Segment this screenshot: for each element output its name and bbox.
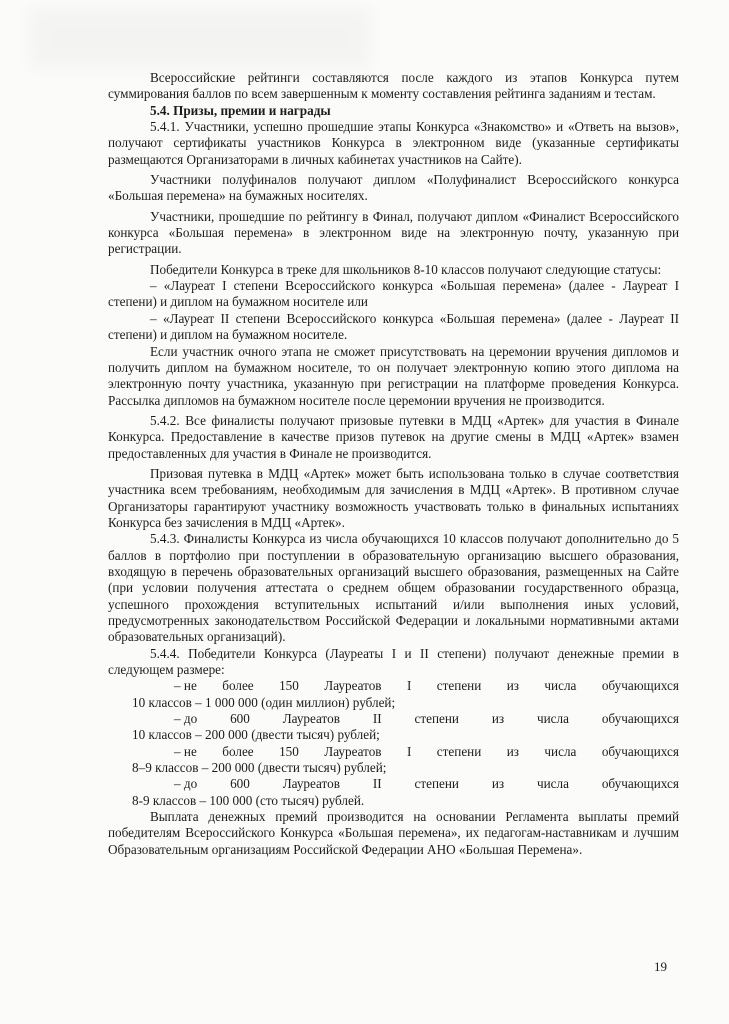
prize-item: – не более 150 Лауреатов I степени из числа обучающихся 10 классов – 1 000 000 (один миллион) рублей; bbox=[132, 678, 679, 710]
paragraph-5-4-3: 5.4.3. Финалисты Конкурса из числа обучающихся 10 классов получают дополнительно до 5 баллов в портфолио при поступлении в образовательную организацию высшего образования, входящую в перечень образовательных организаций высшего образования, размещенных на Сайте (при условии получения аттестата о среднем общем образовании государственного образца, успешного прохождения вступительных испытаний и/или выполнения иных условий, предусмотренных законодательством Российской Федерации и локальными нормативными актами образовательных организаций). bbox=[108, 531, 679, 645]
paragraph-artek: Призовая путевка в МДЦ «Артек» может быть использована только в случае соответствия участника всем требованиям, необходимым для зачисления в МДЦ «Артек». В противном случае Организаторы гарантируют участнику возможность участвовать только в финальных испытаниях Конкурса без зачисления в МДЦ «Артек». bbox=[108, 465, 679, 530]
paragraph-5-4-1: 5.4.1. Участники, успешно прошедшие этапы Конкурса «Знакомство» и «Ответь на вызов», получают сертификаты участников Конкурса в электронном виде (указанные сертификаты размещаются Организаторами в личных кабинетах участников на Сайте). bbox=[108, 119, 679, 167]
scan-shadow bbox=[30, 8, 370, 68]
paragraph-final: Участники, прошедшие по рейтингу в Финал, получают диплом «Финалист Всероссийского конкурса «Большая перемена» в электронном виде на электронную почту, указанную при регистрации. bbox=[108, 208, 679, 257]
paragraph-5-4-4: 5.4.4. Победители Конкурса (Лауреаты I и II степени) получают денежные премии в следующем размере: bbox=[108, 645, 679, 678]
paragraph-payment: Выплата денежных премий производится на основании Регламента выплаты премий победителям Всероссийского Конкурса «Большая перемена», их педагогам-наставникам и лучшим Образовательным организациям Российской Федерации АНО «Большая Перемена». bbox=[108, 809, 679, 857]
page-number: 19 bbox=[654, 959, 667, 974]
section-heading: 5.4. Призы, премии и награды bbox=[150, 102, 331, 118]
paragraph-5-4-2: 5.4.2. Все финалисты получают призовые путевки в МДЦ «Артек» для участия в Финале Конкурса. Предоставление в качестве призов путевок на другие смены в МДЦ «Артек» взамен предоставленных для участия в Финале не производится. bbox=[108, 412, 679, 461]
paragraph-semifinal: Участники полуфиналов получают диплом «Полуфиналист Всероссийского конкурса «Большая перемена» на бумажных носителях. bbox=[108, 172, 679, 204]
document-body bbox=[108, 70, 679, 858]
paragraph-winners: Победители Конкурса в треке для школьников 8-10 классов получают следующие статусы: bbox=[150, 261, 662, 277]
paragraph-ratings: Всероссийские рейтинги составляются после каждого из этапов Конкурса путем суммирования баллов по всем завершенным к моменту составления рейтинга заданиям и тестам. bbox=[108, 70, 679, 102]
prize-item: – не более 150 Лауреатов I степени из числа обучающихся 8–9 классов – 200 000 (двести тысяч) рублей; bbox=[132, 743, 679, 776]
list-item-laureate-1: – «Лауреат I степени Всероссийского конкурса «Большая перемена» (далее - Лауреат I степени) и диплом на бумажном носителе или bbox=[108, 278, 679, 310]
list-item-laureate-2: – «Лауреат II степени Всероссийского конкурса «Большая перемена» (далее - Лауреат II степени) и диплом на бумажном носителе. bbox=[108, 310, 679, 343]
paragraph-absent: Если участник очного этапа не сможет присутствовать на церемонии вручения дипломов и получить диплом на бумажном носителе, то он получает электронную копию этого диплома на электронную почту участника, указанную при регистрации на платформе проведения Конкурса. Рассылка дипломов на бумажном носителе после церемонии вручения не производится. bbox=[108, 343, 679, 408]
prize-item: – до 600 Лауреатов II степени из числа обучающихся 8-9 классов – 100 000 (сто тысяч) рублей. bbox=[132, 776, 679, 808]
prize-item: – до 600 Лауреатов II степени из числа обучающихся 10 классов – 200 000 (двести тысяч) рублей; bbox=[132, 711, 679, 743]
